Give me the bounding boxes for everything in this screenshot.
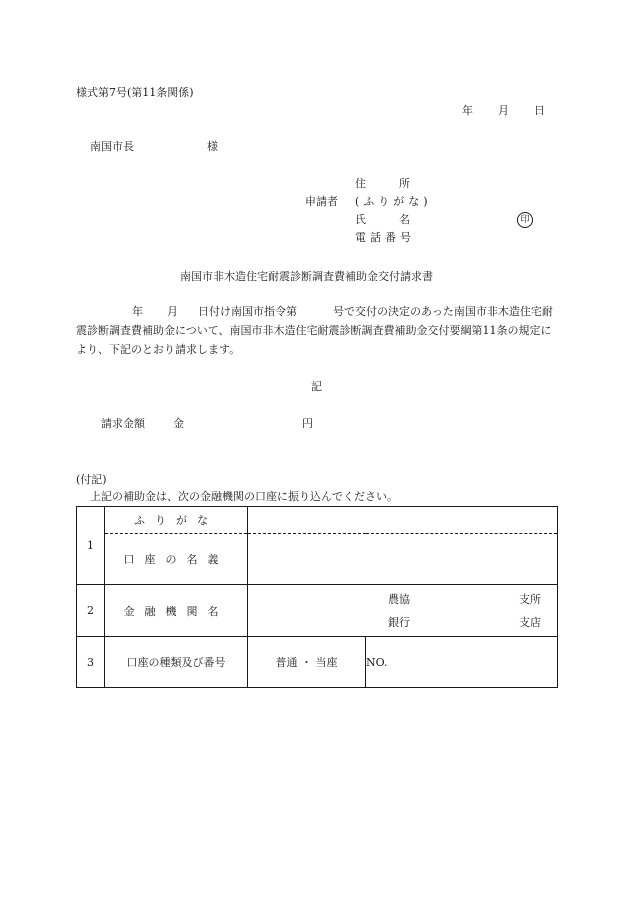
bank-label: 銀行 [388, 616, 410, 629]
account-type-options[interactable]: 普通 ・ 当座 [248, 637, 366, 688]
furigana-label: ふりがな [105, 507, 248, 534]
table-row [77, 534, 558, 585]
account-name-label: 口座の名義 [105, 534, 248, 585]
body-text-b: 号で交付の決定のあった南国市非木造住宅耐震診断調査費補助金について、南国市非木造住宅耐震診断調査費補助金交付要綱第11条の規定により、下記のとおり請求します。 [76, 305, 553, 356]
applicant-phone-label: 電話番号 [355, 231, 415, 244]
account-name-field[interactable] [248, 534, 558, 585]
request-yen: 円 [302, 417, 313, 430]
body-text-a: 日付け南国市指令第 [198, 305, 297, 318]
date-day: 日 [534, 104, 545, 117]
ki-mark: 記 [311, 380, 322, 393]
applicant-label: 申請者 [305, 195, 338, 208]
note-text: 上記の補助金は、次の金融機関の口座に振り込んでください。 [90, 490, 398, 503]
applicant-furigana-label: (ふりがな) [355, 195, 432, 208]
row2-number: 2 [77, 585, 105, 637]
body-year: 年 [132, 305, 143, 318]
table-row [77, 507, 558, 534]
date-year: 年 [462, 104, 473, 117]
body-month: 月 [167, 305, 178, 318]
table-row [77, 585, 558, 637]
applicant-name-label: 氏 名 [355, 213, 410, 226]
note-label: (付記) [76, 473, 107, 486]
seal-mark: 印 [517, 212, 533, 228]
row3-number: 3 [77, 637, 105, 688]
branch-label-2: 支店 [519, 616, 541, 629]
table-row [77, 637, 558, 688]
addressee-honorific: 様 [207, 140, 218, 153]
furigana-field[interactable] [248, 507, 558, 534]
addressee-name: 南国市長 [90, 140, 134, 153]
bank-account-table [76, 506, 558, 688]
row1-number: 1 [77, 507, 105, 585]
date-month: 月 [498, 104, 509, 117]
account-number-field[interactable]: NO. [366, 637, 558, 688]
institution-label: 金融機関名 [105, 585, 248, 637]
body-paragraph [76, 302, 558, 359]
request-amount-label: 請求金額 [101, 417, 145, 430]
request-kin: 金 [173, 417, 184, 430]
account-type-label: 口座の種類及び番号 [105, 637, 248, 688]
branch-label-1: 支所 [519, 593, 541, 606]
form-number: 様式第7号(第11条関係) [76, 86, 194, 99]
document-title: 南国市非木造住宅耐震診断調査費補助金交付請求書 [180, 270, 433, 283]
institution-field[interactable] [248, 585, 558, 637]
applicant-address-label: 住 所 [355, 177, 410, 190]
nokyo-label: 農協 [388, 593, 410, 606]
